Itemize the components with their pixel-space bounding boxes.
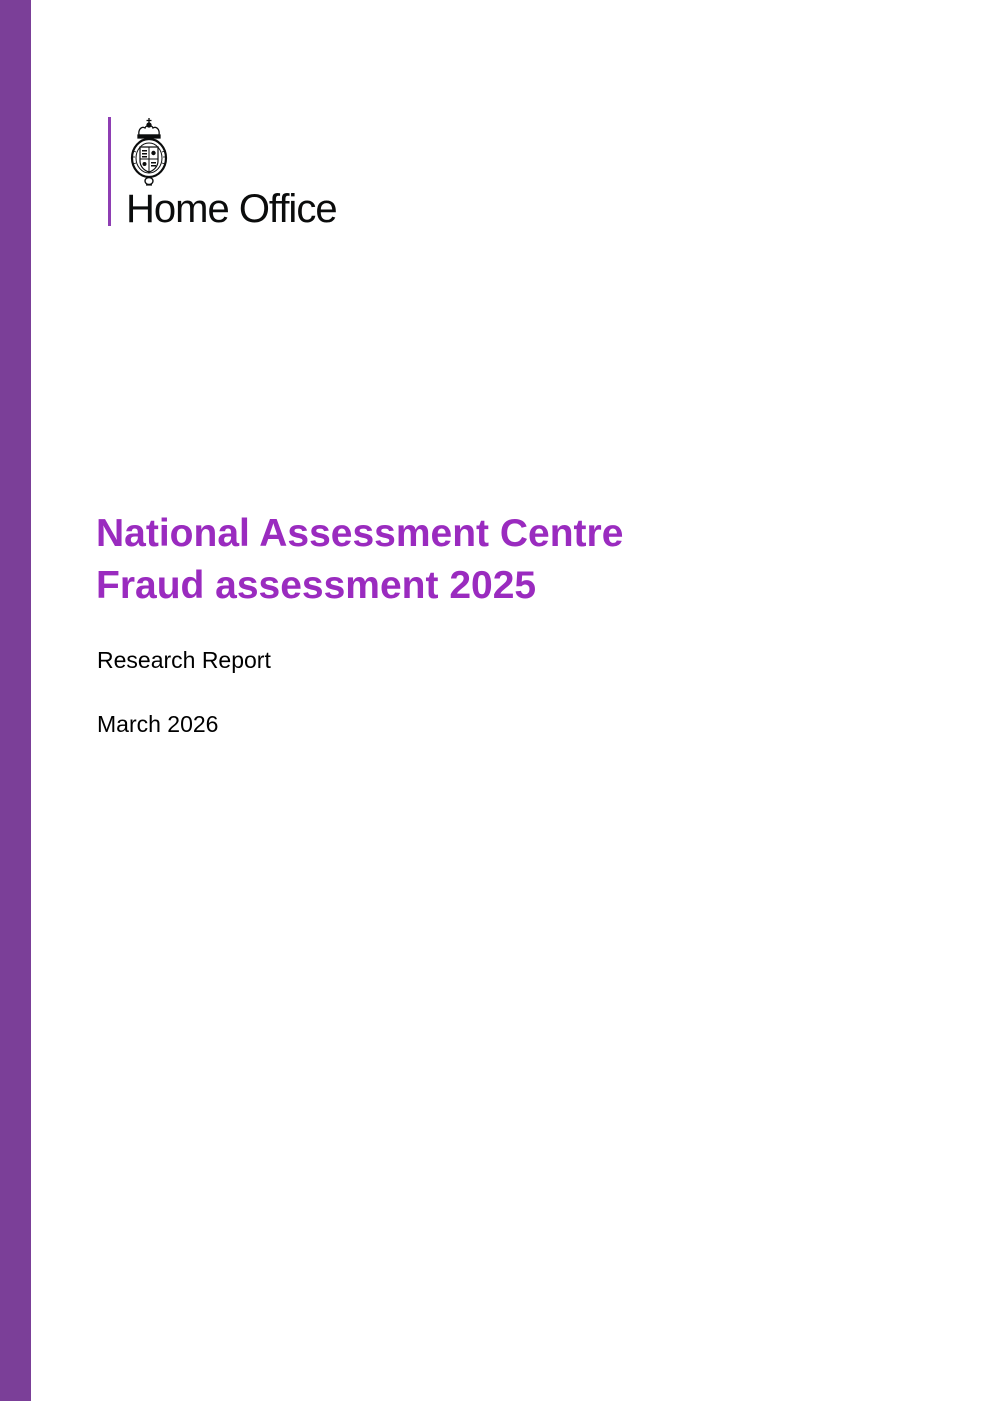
side-color-bar <box>0 0 31 1401</box>
report-title <box>96 508 623 612</box>
publication-date: March 2026 <box>97 711 219 737</box>
report-type: Research Report <box>97 647 271 673</box>
logo-divider-rule <box>108 117 111 226</box>
home-office-logo <box>108 117 378 231</box>
royal-crest-icon <box>126 117 172 189</box>
report-title-line-2: Fraud assessment 2025 <box>96 564 537 607</box>
department-name: Home Office <box>126 187 337 231</box>
report-title-line-1: National Assessment Centre <box>96 512 624 555</box>
